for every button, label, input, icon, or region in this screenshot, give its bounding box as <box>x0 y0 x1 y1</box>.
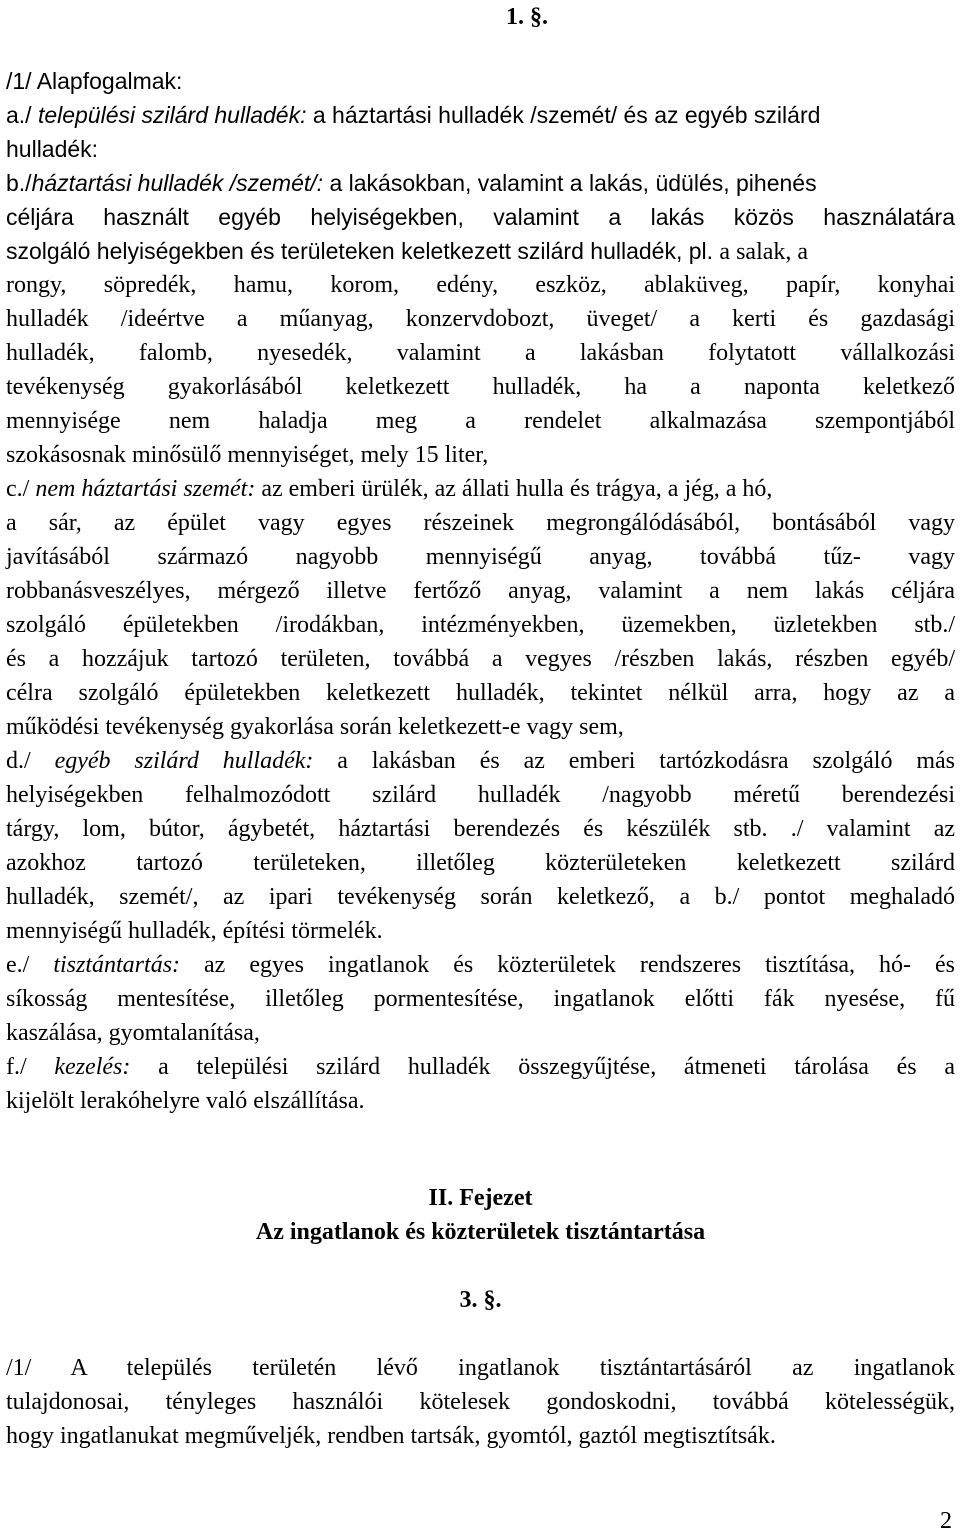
definition-f-line-2: kijelölt lerakóhelyre való elszállítása. <box>6 1088 365 1114</box>
definition-b-line-5: hulladék /ideértve a műanyag, konzervdobozt, üveget/ a kerti és gazdasági <box>6 306 955 332</box>
definition-c-line-8: működési tevékenység gyakorlása során keletkezett-e vagy sem, <box>6 714 624 740</box>
definition-c-line-7: célra szolgáló épületekben keletkezett hulladék, tekintet nélkül arra, hogy az a <box>6 680 955 706</box>
definition-b-line-9: szokásosnak minősülő mennyiséget, mely 15 liter, <box>6 442 489 468</box>
alapfogalmak-heading: /1/ Alapfogalmak: <box>6 68 183 94</box>
definition-b-line-3 <box>6 234 955 269</box>
definition-b-line-7: tevékenység gyakorlásából keletkezett hulladék, ha a naponta keletkező <box>6 374 955 400</box>
definition-e-line-2: síkosság mentesítése, illetőleg pormentesítése, ingatlanok előtti fák nyesése, fű <box>6 986 955 1012</box>
definition-f-term: kezelés: <box>54 1054 131 1080</box>
chapter-title: Az ingatlanok és közterületek tisztántartása <box>255 1219 706 1245</box>
definition-b-term: háztartási hulladék /szemét/: <box>31 170 324 196</box>
definition-a-continuation: hulladék: <box>6 136 99 162</box>
definition-f-line-1 <box>6 1050 955 1084</box>
definition-c-term: nem háztartási szemét: <box>35 476 256 502</box>
definition-d-line-6: mennyiségű hulladék, építési törmelék. <box>6 918 383 944</box>
definition-a <box>6 98 955 132</box>
definition-c-line-4: robbanásveszélyes, mérgező illetve fertőző anyag, valamint a nem lakás céljára <box>6 578 955 604</box>
definition-c-line-3: javításából származó nagyobb mennyiségű anyag, továbbá tűz- vagy <box>6 544 955 570</box>
definition-b-line-6: hulladék, falomb, nyesedék, valamint a lakásban folytatott vállalkozási <box>6 340 955 366</box>
definition-d-term: egyéb szilárd hulladék: <box>54 748 314 774</box>
definition-c-line-5: szolgáló épületekben /irodákban, intézményekben, üzemekben, üzletekben stb./ <box>6 612 955 638</box>
definition-a-text: a háztartási hulladék /szemét/ és az egyéb szilárd <box>312 102 821 128</box>
definition-d-line-5: hulladék, szemét/, az ipari tevékenység során keletkező, a b./ pontot meghaladó <box>6 884 955 910</box>
definition-e-line-3: kaszálása, gyomtalanítása, <box>6 1020 260 1046</box>
definition-c-marker: c./ <box>6 476 30 502</box>
definition-c-line-6: és a hozzájuk tartozó területen, továbbá a vegyes /részben lakás, részben egyéb/ <box>6 646 955 672</box>
page-number: 2 <box>940 1508 952 1534</box>
definition-b-line-8: mennyisége nem haladja meg a rendelet alkalmazása szempontjából <box>6 408 955 434</box>
section-3-heading: 3. §. <box>459 1287 502 1313</box>
definition-b-line-3-serif: a salak, a <box>719 239 809 265</box>
definition-e-term: tisztántartás: <box>53 952 181 978</box>
definition-d-line-2: helyiségekben felhalmozódott szilárd hulladék /nagyobb méretű berendezési <box>6 782 955 808</box>
definition-d-line-1 <box>6 744 955 778</box>
definition-b-line-4: rongy, söpredék, hamu, korom, edény, eszköz, ablaküveg, papír, konyhai <box>6 272 955 298</box>
section-3-line-1: /1/ A település területén lévő ingatlanok tisztántartásáról az ingatlanok <box>6 1355 955 1381</box>
definition-e-line-1 <box>6 948 955 982</box>
definition-a-term: települési szilárd hulladék: <box>37 102 307 128</box>
definition-e-marker: e./ <box>6 952 30 978</box>
definition-d-text: a lakásban és az emberi tartózkodásra szolgáló más <box>337 748 955 774</box>
definition-c-line-2: a sár, az épület vagy egyes részeinek megrongálódásából, bontásából vagy <box>6 510 955 536</box>
definition-d-line-3: tárgy, lom, bútor, ágybetét, háztartási berendezés és készülék stb. ./ valamint az <box>6 816 955 842</box>
definition-b-line-2: céljára használt egyéb helyiségekben, valamint a lakás közös használatára <box>6 204 955 230</box>
definition-b-line-1 <box>6 166 955 200</box>
definition-f-text: a települési szilárd hulladék összegyűjtése, átmeneti tárolása és a <box>158 1054 956 1080</box>
section-3-line-2: tulajdonosai, tényleges használói kötelesek gondoskodni, továbbá kötelességük, <box>6 1389 955 1415</box>
definition-c-text: az emberi ürülék, az állati hulla és trágya, a jég, a hó, <box>261 476 773 502</box>
definition-d-line-4: azokhoz tartozó területeken, illetőleg közterületeken keletkezett szilárd <box>6 850 955 876</box>
definition-c-line-1 <box>6 472 955 506</box>
section-3-line-3: hogy ingatlanukat megműveljék, rendben tartsák, gyomtól, gaztól megtisztítsák. <box>6 1423 776 1449</box>
definition-a-marker: a./ <box>6 102 32 128</box>
section-heading: 1. §. <box>506 4 548 30</box>
definition-b-text: a lakásokban, valamint a lakás, üdülés, pihenés <box>329 170 817 196</box>
definition-f-marker: f./ <box>6 1054 27 1080</box>
definition-b-line-3-sans: szolgáló helyiségekben és területeken keletkezett szilárd hulladék, pl. <box>6 238 714 264</box>
definition-e-text: az egyes ingatlanok és közterületek rendszeres tisztítása, hó- és <box>204 952 956 978</box>
definition-b-marker: b./ <box>6 170 32 196</box>
chapter-number: II. Fejezet <box>428 1185 533 1211</box>
definition-d-marker: d./ <box>6 748 31 774</box>
